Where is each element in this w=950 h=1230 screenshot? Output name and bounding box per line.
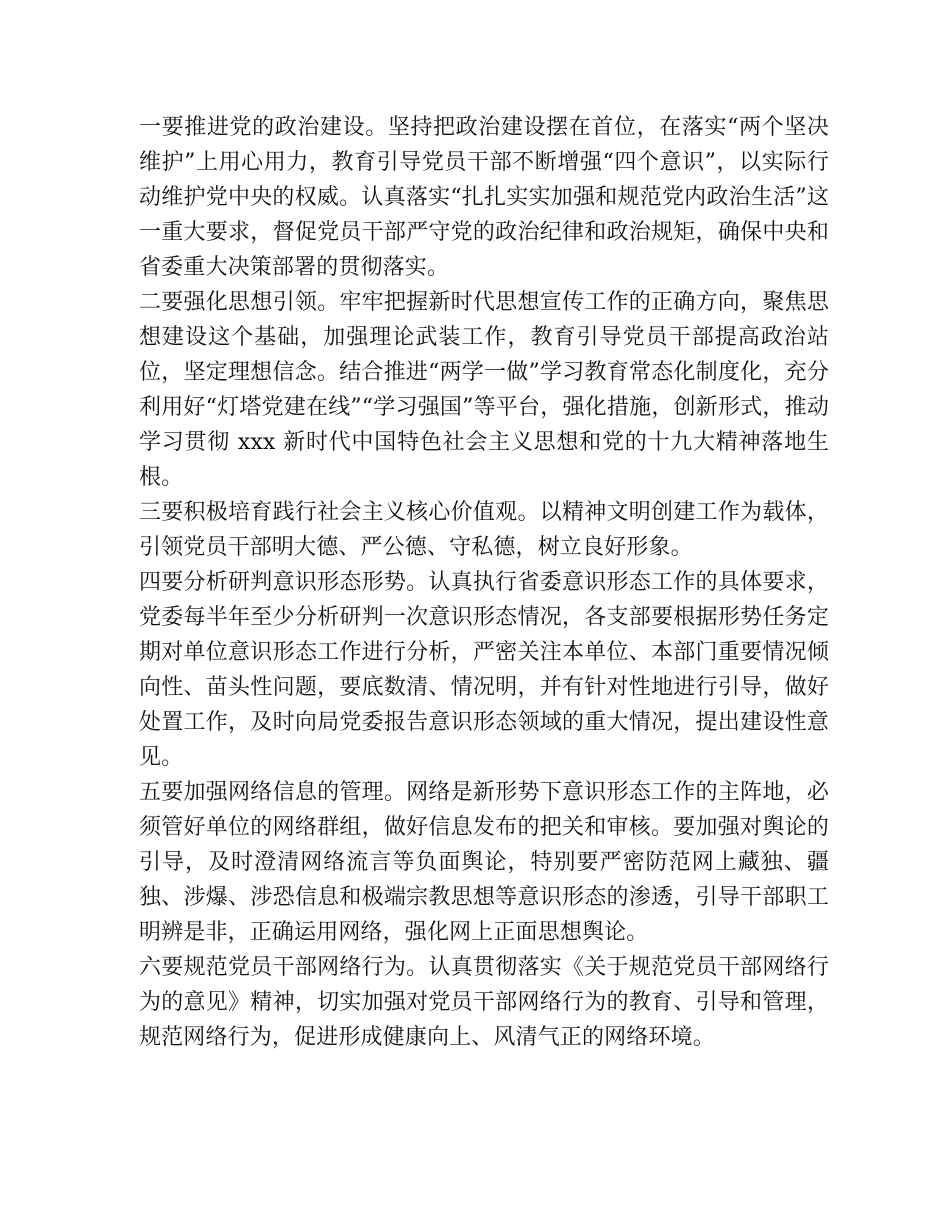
paragraph-core-values: 三要积极培育践行社会主义核心价值观。以精神文明创建工作为载体，引领党员干部明大德、严公德、守私德，树立良好形象。 (139, 500, 829, 560)
paragraph-political-construction: 一要推进党的政治建设。坚持把政治建设摆在首位，在落实“两个坚决维护”上用心用力，教育引导党员干部不断增强“四个意识”，以实际行动维护党中央的权威。认真落实“扎扎实实加强和规范党内政治生活”这一重大要求，督促党员干部严守党的政治纪律和政治规矩，确保中央和省委重大决策部署的贯彻落实。 (139, 115, 829, 280)
paragraph-ideological-guidance: 二要强化思想引领。牢牢把握新时代思想宣传工作的正确方向，聚焦思想建设这个基础，加强理论武装工作，教育引导党员干部提高政治站位，坚定理想信念。结合推进“两学一做”学习教育常态化制度化，充分利用好“灯塔党建在线”“学习强国”等平台，强化措施，创新形式，推动学习贯彻 xxx 新时代中国特色社会主义思想和党的十九大精神落地生根。 (139, 290, 829, 490)
document-body (139, 110, 829, 1055)
paragraph-online-conduct: 六要规范党员干部网络行为。认真贯彻落实《关于规范党员干部网络行为的意见》精神，切实加强对党员干部网络行为的教育、引导和管理，规范网络行为，促进形成健康向上、风清气正的网络环境。 (139, 955, 829, 1050)
paragraph-ideology-analysis: 四要分析研判意识形态形势。认真执行省委意识形态工作的具体要求，党委每半年至少分析研判一次意识形态情况，各支部要根据形势任务定期对单位意识形态工作进行分析，严密关注本单位、本部门重要情况倾向性、苗头性问题，要底数清、情况明，并有针对性地进行引导，做好处置工作，及时向局党委报告意识形态领域的重大情况，提出建设性意见。 (139, 570, 829, 770)
paragraph-network-management: 五要加强网络信息的管理。网络是新形势下意识形态工作的主阵地，必须管好单位的网络群组，做好信息发布的把关和审核。要加强对舆论的引导，及时澄清网络流言等负面舆论，特别要严密防范网上藏独、疆独、涉爆、涉恐信息和极端宗教思想等意识形态的渗透，引导干部职工明辨是非，正确运用网络，强化网上正面思想舆论。 (139, 780, 829, 945)
